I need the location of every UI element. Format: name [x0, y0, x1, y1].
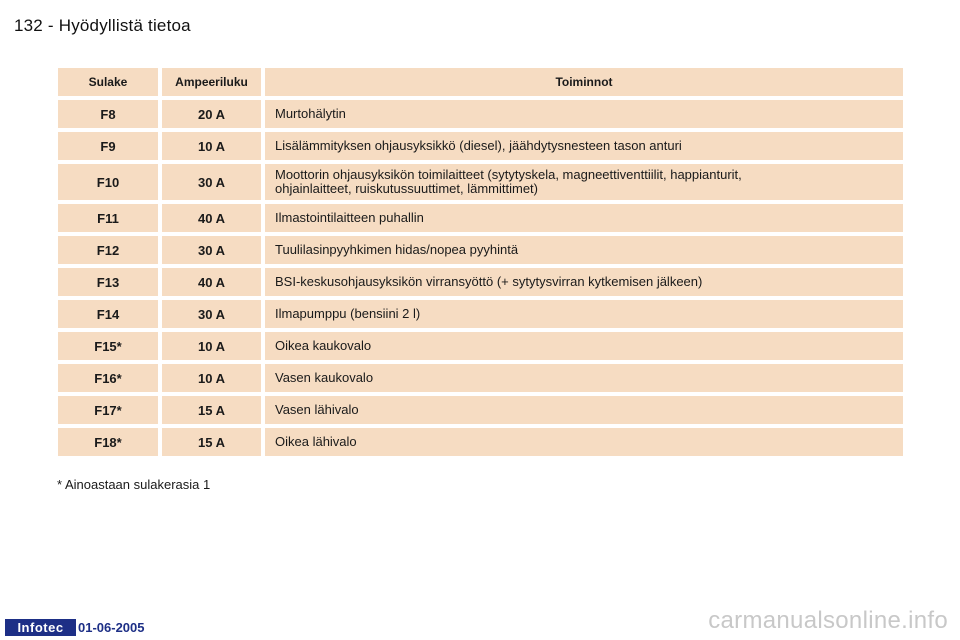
fuse-cell: F15*	[58, 332, 158, 360]
table-row	[58, 428, 903, 456]
fuse-cell: F9	[58, 132, 158, 160]
table-row	[58, 332, 903, 360]
amperage-cell: 15 A	[162, 396, 261, 424]
function-cell: Ilmapumppu (bensiini 2 l)	[265, 300, 903, 328]
fuse-cell: F8	[58, 100, 158, 128]
fuse-cell: F18*	[58, 428, 158, 456]
amperage-cell: 10 A	[162, 132, 261, 160]
page-header	[14, 16, 191, 36]
header-separator: -	[47, 16, 54, 35]
fuse-cell: F13	[58, 268, 158, 296]
section-title: Hyödyllistä tietoa	[58, 16, 191, 35]
footnote: * Ainoastaan sulakerasia 1	[57, 477, 211, 492]
table-row	[58, 300, 903, 328]
fuse-cell: F10	[58, 164, 158, 200]
table-row	[58, 236, 903, 264]
function-cell	[265, 164, 903, 200]
table-row	[58, 164, 903, 200]
function-cell: Oikea lähivalo	[265, 428, 903, 456]
fuse-table	[58, 68, 903, 460]
amperage-cell: 40 A	[162, 268, 261, 296]
function-cell: Tuulilasinpyyhkimen hidas/nopea pyyhintä	[265, 236, 903, 264]
function-cell: BSI-keskusohjausyksikön virransyöttö (+ sytytysvirran kytkemisen jälkeen)	[265, 268, 903, 296]
table-row	[58, 100, 903, 128]
fuse-cell: F16*	[58, 364, 158, 392]
table-header-row	[58, 68, 903, 96]
amperage-cell: 40 A	[162, 204, 261, 232]
fuse-cell: F11	[58, 204, 158, 232]
print-date: 01-06-2005	[78, 620, 145, 635]
fuse-cell: F14	[58, 300, 158, 328]
function-cell: Vasen lähivalo	[265, 396, 903, 424]
function-cell: Murtohälytin	[265, 100, 903, 128]
amperage-cell: 30 A	[162, 164, 261, 200]
header-fuse: Sulake	[58, 68, 158, 96]
header-amperage: Ampeeriluku	[162, 68, 261, 96]
amperage-cell: 10 A	[162, 332, 261, 360]
amperage-cell: 15 A	[162, 428, 261, 456]
table-row	[58, 364, 903, 392]
fuse-cell: F12	[58, 236, 158, 264]
table-row	[58, 396, 903, 424]
amperage-cell: 10 A	[162, 364, 261, 392]
table-row	[58, 204, 903, 232]
function-line: Moottorin ohjausyksikön toimilaitteet (sytytyskela, magneettiventtiilit, happianturit,	[275, 167, 742, 182]
amperage-cell: 30 A	[162, 300, 261, 328]
function-cell: Vasen kaukovalo	[265, 364, 903, 392]
fuse-cell: F17*	[58, 396, 158, 424]
function-cell: Ilmastointilaitteen puhallin	[265, 204, 903, 232]
function-cell: Oikea kaukovalo	[265, 332, 903, 360]
function-line: ohjainlaitteet, ruiskutussuuttimet, lämmittimet)	[275, 181, 538, 196]
amperage-cell: 20 A	[162, 100, 261, 128]
table-row	[58, 132, 903, 160]
function-cell: Lisälämmityksen ohjausyksikkö (diesel), jäähdytysnesteen tason anturi	[265, 132, 903, 160]
watermark: carmanualsonline.info	[708, 607, 948, 634]
header-functions: Toiminnot	[265, 68, 903, 96]
page-number: 132	[14, 16, 43, 35]
infotec-badge: Infotec	[5, 619, 76, 636]
table-row	[58, 268, 903, 296]
amperage-cell: 30 A	[162, 236, 261, 264]
